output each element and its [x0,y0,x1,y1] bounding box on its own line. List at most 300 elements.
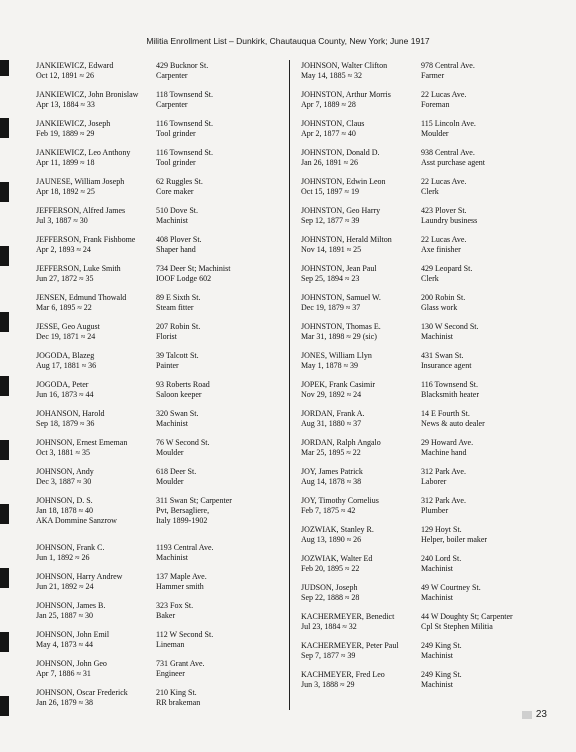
entry-name-block [36,61,156,90]
occupation: Blacksmith heater [421,390,479,399]
occupation: Asst purchase agent [421,158,485,167]
entry-address-block [421,119,549,148]
entry-name-block [301,235,421,264]
enrollment-entry [36,177,284,206]
address: 1193 Central Ave. [156,543,214,552]
entry-name-block [301,177,421,206]
birth-info: Mar 31, 1898 ≈ 29 (sic) [301,332,377,341]
person-name: JOGODA, Peter [36,380,89,389]
address: 978 Central Ave. [421,61,475,70]
entry-name-block [301,351,421,380]
enrollment-entry [36,543,284,572]
address: 323 Fox St. [156,601,194,610]
entry-name-block [301,670,421,699]
person-name: JOHNSTON, Claus [301,119,365,128]
person-name: JOHNSON, D. S. [36,496,93,505]
entry-address-block [421,264,549,293]
entry-name-block [36,438,156,467]
entry-name-block [36,235,156,264]
person-name: JOHANSON, Harold [36,409,105,418]
occupation: Insurance agent [421,361,472,370]
enrollment-entry [301,351,549,380]
entry-address-block [156,322,284,351]
occupation: Machinist [421,651,453,660]
enrollment-entry [301,467,549,496]
right-column [301,61,549,699]
entry-address-block [421,467,549,496]
address: 116 Townsend St. [421,380,478,389]
binding-mark [0,246,9,266]
entry-address-block [421,90,549,119]
address: 39 Talcott St. [156,351,199,360]
birth-info: Nov 14, 1891 ≈ 25 [301,245,362,254]
person-name: JESSE, Geo August [36,322,100,331]
birth-info: Aug 14, 1878 ≈ 38 [301,477,362,486]
entry-name-block [36,496,156,543]
occupation: Machinist [421,564,453,573]
address: 408 Plover St. [156,235,202,244]
person-name: JOHNSON, John Emil [36,630,110,639]
entry-address-block [156,438,284,467]
binding-mark [0,60,9,76]
occupation: Machinist [156,419,188,428]
entry-address-block [421,322,549,351]
enrollment-entry [36,264,284,293]
person-name: JOHNSTON, Geo Harry [301,206,381,215]
address: 312 Park Ave. [421,496,466,505]
binding-mark [0,696,9,716]
entry-address-block [156,90,284,119]
occupation: Glass work [421,303,458,312]
person-name: JANKIEWICZ, Edward [36,61,114,70]
address: 618 Deer St. [156,467,197,476]
address: 429 Bucknor St. [156,61,209,70]
person-name: JOHNSTON, Thomas E. [301,322,381,331]
person-name: JOGODA, Blazeg [36,351,95,360]
birth-info: Jan 26, 1879 ≈ 38 [36,698,94,707]
birth-info: Dec 3, 1887 ≈ 30 [36,477,92,486]
birth-info: Jun 21, 1892 ≈ 24 [36,582,94,591]
entry-name-block [36,351,156,380]
enrollment-entry [36,322,284,351]
entry-address-block [156,601,284,630]
entry-name-block [301,264,421,293]
entry-address-block [156,264,284,293]
entry-name-block [36,148,156,177]
enrollment-entry [36,496,284,543]
person-name: JOHNSON, Andy [36,467,94,476]
address: 22 Lucas Ave. [421,177,467,186]
entry-name-block [301,525,421,554]
address: 249 King St. [421,670,462,679]
person-name: JOPEK, Frank Casimir [301,380,375,389]
birth-info: Jan 26, 1891 ≈ 26 [301,158,359,167]
entry-name-block [301,641,421,670]
occupation: Moulder [156,448,184,457]
birth-info: Jun 1, 1892 ≈ 26 [36,553,90,562]
entry-name-block [36,601,156,630]
person-name: JOHNSON, James B. [36,601,106,610]
binding-mark [0,440,9,460]
entry-name-block [36,572,156,601]
enrollment-entry [36,467,284,496]
entry-name-block [36,467,156,496]
address: 137 Maple Ave. [156,572,207,581]
person-name: JOHNSTON, Edwin Leon [301,177,386,186]
entry-address-block [156,206,284,235]
address: 734 Deer St; Machinist [156,264,231,273]
entry-name-block [301,206,421,235]
person-name: JOHNSTON, Samuel W. [301,293,381,302]
birth-info: Sep 12, 1877 ≈ 39 [301,216,360,225]
entry-address-block [421,670,549,699]
enrollment-entry [36,90,284,119]
entry-name-block [301,148,421,177]
entry-name-block [301,61,421,90]
entry-name-block [301,612,421,641]
occupation: Saloon keeper [156,390,202,399]
birth-info: Dec 19, 1871 ≈ 24 [36,332,96,341]
birth-info: Oct 3, 1881 ≈ 35 [36,448,90,457]
occupation: Machine hand [421,448,467,457]
address: 312 Park Ave. [421,467,466,476]
occupation: RR brakeman [156,698,201,707]
person-name: JORDAN, Ralph Angalo [301,438,381,447]
person-name: JOHNSON, John Geo [36,659,107,668]
entry-address-block [421,293,549,322]
address: 130 W Second St. [421,322,479,331]
enrollment-entry [36,380,284,409]
entry-name-block [301,554,421,583]
enrollment-entry [36,601,284,630]
birth-info: Jun 16, 1873 ≈ 44 [36,390,94,399]
birth-info: Jul 3, 1887 ≈ 30 [36,216,88,225]
page-title: Militia Enrollment List – Dunkirk, Chautauqua County, New York; June 1917 [146,36,430,46]
entry-address-block [421,61,549,90]
entry-address-block [156,467,284,496]
occupation: News & auto dealer [421,419,485,428]
entry-address-block [421,496,549,525]
entry-name-block [301,583,421,612]
binding-mark [0,568,9,588]
entry-address-block [421,525,549,554]
occupation: Machinist [421,680,453,689]
birth-info: Mar 25, 1895 ≈ 22 [301,448,361,457]
entry-address-block [156,659,284,688]
person-name: JANKIEWICZ, Leo Anthony [36,148,131,157]
person-name: JUDSON, Joseph [301,583,358,592]
address: 14 E Fourth St. [421,409,470,418]
occupation: Shaper hand [156,245,196,254]
occupation: Tool grinder [156,129,196,138]
person-name: JOHNSTON, Donald D. [301,148,380,157]
person-name: JOHNSON, Oscar Frederick [36,688,128,697]
page-number: 23 [535,709,547,720]
entry-address-block [421,235,549,264]
occupation: Machinist [156,553,188,562]
entry-address-block [156,572,284,601]
enrollment-entry [301,496,549,525]
entry-name-block [36,177,156,206]
address: 240 Lord St. [421,554,462,563]
address: 112 W Second St. [156,630,214,639]
entry-address-block [421,380,549,409]
birth-info: Jul 23, 1884 ≈ 32 [301,622,357,631]
entry-address-block [421,351,549,380]
birth-info: Sep 18, 1879 ≈ 36 [36,419,95,428]
entry-name-block [36,119,156,148]
address: 210 King St. [156,688,197,697]
birth-info: Oct 12, 1891 ≈ 26 [36,71,94,80]
birth-info: Aug 31, 1880 ≈ 37 [301,419,362,428]
address: 116 Townsend St. [156,119,213,128]
birth-info: May 14, 1885 ≈ 32 [301,71,363,80]
person-name: JEFFERSON, Alfred James [36,206,126,215]
occupation: Cpl St Stephen Militia [421,622,493,631]
enrollment-entry [301,409,549,438]
entry-address-block [421,206,549,235]
entry-name-block [301,322,421,351]
occupation: Helper, boiler maker [421,535,488,544]
binding-mark [0,182,9,202]
enrollment-entry [301,148,549,177]
birth-info: Apr 2, 1893 ≈ 24 [36,245,91,254]
enrollment-entry [301,438,549,467]
entry-address-block [156,380,284,409]
entry-name-block [36,293,156,322]
entry-address-block [421,554,549,583]
enrollment-entry [301,322,549,351]
binding-mark [0,504,9,524]
address: 29 Howard Ave. [421,438,474,447]
birth-info: Feb 20, 1895 ≈ 22 [301,564,360,573]
enrollment-entry [301,641,549,670]
person-name: JOY, Timothy Cornelius [301,496,379,505]
birth-info: Aug 13, 1890 ≈ 26 [301,535,362,544]
entry-address-block [156,496,284,543]
address: 320 Swan St. [156,409,199,418]
enrollment-entry [301,525,549,554]
entry-name-block [301,90,421,119]
entry-name-block [36,409,156,438]
occupation: Laborer [421,477,447,486]
entry-name-block [301,380,421,409]
enrollment-entry [36,206,284,235]
entry-name-block [301,496,421,525]
entry-address-block [156,148,284,177]
entry-address-block [156,177,284,206]
enrollment-entry [36,659,284,688]
person-name: JOHNSON, Harry Andrew [36,572,123,581]
enrollment-entry [301,177,549,206]
enrollment-entry [301,119,549,148]
birth-info: Oct 15, 1897 ≈ 19 [301,187,359,196]
entry-address-block [421,583,549,612]
person-name: JANKIEWICZ, John Bronislaw [36,90,139,99]
entry-name-block [36,206,156,235]
address: 116 Townsend St. [156,148,213,157]
address: 129 Hoyt St. [421,525,462,534]
person-name: JOHNSON, Frank C. [36,543,105,552]
occupation: Florist [156,332,177,341]
entry-name-block [301,409,421,438]
birth-info: Sep 25, 1894 ≈ 23 [301,274,360,283]
address: 200 Robin St. [421,293,466,302]
occupation: Lineman [156,640,185,649]
address: 431 Swan St. [421,351,464,360]
entry-name-block [36,90,156,119]
entry-name-block [36,543,156,572]
enrollment-entry [36,409,284,438]
person-name: JOHNSTON, Herald Milton [301,235,392,244]
enrollment-entry [301,235,549,264]
enrollment-entry [301,380,549,409]
entry-address-block [156,630,284,659]
address: 76 W Second St. [156,438,210,447]
left-column [36,61,284,717]
occupation: Core maker [156,187,194,196]
occupation: Italy 1899-1902 [156,516,208,525]
occupation: Pvt, Bersagliere, [156,506,210,515]
column-divider [289,60,290,710]
birth-info: Sep 7, 1877 ≈ 39 [301,651,356,660]
enrollment-entry [301,90,549,119]
enrollment-entry [301,612,549,641]
birth-info: Apr 2, 1877 ≈ 40 [301,129,356,138]
birth-info: Jan 25, 1887 ≈ 30 [36,611,94,620]
occupation: Clerk [421,187,439,196]
occupation: Machinist [421,332,453,341]
entry-address-block [421,409,549,438]
person-name: KACHERMEYER, Peter Paul [301,641,399,650]
occupation: Carpenter [156,71,188,80]
entry-name-block [301,467,421,496]
entry-address-block [421,438,549,467]
birth-info: Feb 7, 1875 ≈ 42 [301,506,356,515]
birth-info: Dec 19, 1879 ≈ 37 [301,303,361,312]
enrollment-entry [36,235,284,264]
entry-address-block [156,61,284,90]
entry-address-block [156,543,284,572]
occupation: Moulder [421,129,449,138]
birth-info: Jan 18, 1878 ≈ 40 [36,506,94,515]
birth-info: Aug 17, 1881 ≈ 36 [36,361,97,370]
occupation: Tool grinder [156,158,196,167]
entry-address-block [156,688,284,717]
entry-name-block [36,264,156,293]
enrollment-entry [301,61,549,90]
enrollment-entry [301,583,549,612]
address: 49 W Courtney St. [421,583,481,592]
address: 62 Ruggles St. [156,177,203,186]
enrollment-entry [36,438,284,467]
person-name: JOHNSTON, Jean Paul [301,264,377,273]
occupation: Laundry business [421,216,478,225]
binding-mark [0,312,9,332]
address: 731 Grant Ave. [156,659,205,668]
person-name: JOY, James Patrick [301,467,363,476]
entry-name-block [301,293,421,322]
occupation: Machinist [421,593,453,602]
person-name: KACHMEYER, Fred Leo [301,670,385,679]
enrollment-entry [36,293,284,322]
birth-info: Apr 7, 1889 ≈ 28 [301,100,356,109]
occupation: Farmer [421,71,445,80]
person-name: JEFFERSON, Luke Smith [36,264,121,273]
person-name: JAUNESE, William Joseph [36,177,125,186]
entry-address-block [156,235,284,264]
person-name: JENSEN, Edmund Thowald [36,293,127,302]
entry-name-block [301,438,421,467]
occupation: Steam fitter [156,303,194,312]
occupation: Carpenter [156,100,188,109]
binding-mark [0,118,9,138]
occupation: Baker [156,611,176,620]
person-name: JONES, William Llyn [301,351,372,360]
occupation: Foreman [421,100,450,109]
person-name: JANKIEWICZ, Joseph [36,119,111,128]
address: 423 Plover St. [421,206,467,215]
address: 44 W Doughty St; Carpenter [421,612,513,621]
occupation: Moulder [156,477,184,486]
entry-address-block [156,409,284,438]
birth-info: Apr 18, 1892 ≈ 25 [36,187,95,196]
birth-info: Apr 13, 1884 ≈ 33 [36,100,95,109]
enrollment-entry [36,148,284,177]
occupation: Axe finisher [421,245,461,254]
enrollment-entry [36,61,284,90]
binding-mark [0,376,9,396]
entry-address-block [421,641,549,670]
entry-name-block [36,322,156,351]
address: 207 Robin St. [156,322,201,331]
occupation: Painter [156,361,179,370]
enrollment-entry [301,293,549,322]
enrollment-entry [36,630,284,659]
address: 429 Leopard St. [421,264,473,273]
entry-address-block [421,177,549,206]
entry-name-block [36,688,156,717]
entry-address-block [421,148,549,177]
entry-name-block [301,119,421,148]
entry-name-block [36,659,156,688]
entry-name-block [36,380,156,409]
address: 22 Lucas Ave. [421,235,467,244]
person-name: JOHNSON, Walter Clifton [301,61,388,70]
occupation: Plumber [421,506,449,515]
entry-name-block [36,630,156,659]
birth-info: Sep 22, 1888 ≈ 28 [301,593,360,602]
entry-address-block [156,351,284,380]
birth-info: May 1, 1878 ≈ 39 [301,361,359,370]
birth-info: Jun 27, 1872 ≈ 35 [36,274,94,283]
person-name: JORDAN, Frank A. [301,409,365,418]
person-name: JEFFERSON, Frank Fishbome [36,235,136,244]
person-name: JOHNSON, Ernest Ememan [36,438,128,447]
birth-info: AKA Dommine Sanzrow [36,516,117,525]
enrollment-entry [301,206,549,235]
person-name: JOHNSTON, Arthur Morris [301,90,391,99]
enrollment-entry [301,670,549,699]
occupation: Clerk [421,274,439,283]
birth-info: Nov 29, 1892 ≈ 24 [301,390,362,399]
address: 249 King St. [421,641,462,650]
enrollment-entry [36,351,284,380]
occupation: Engineer [156,669,185,678]
enrollment-entry [36,688,284,717]
occupation: Hammer smith [156,582,204,591]
address: 93 Roberts Road [156,380,210,389]
